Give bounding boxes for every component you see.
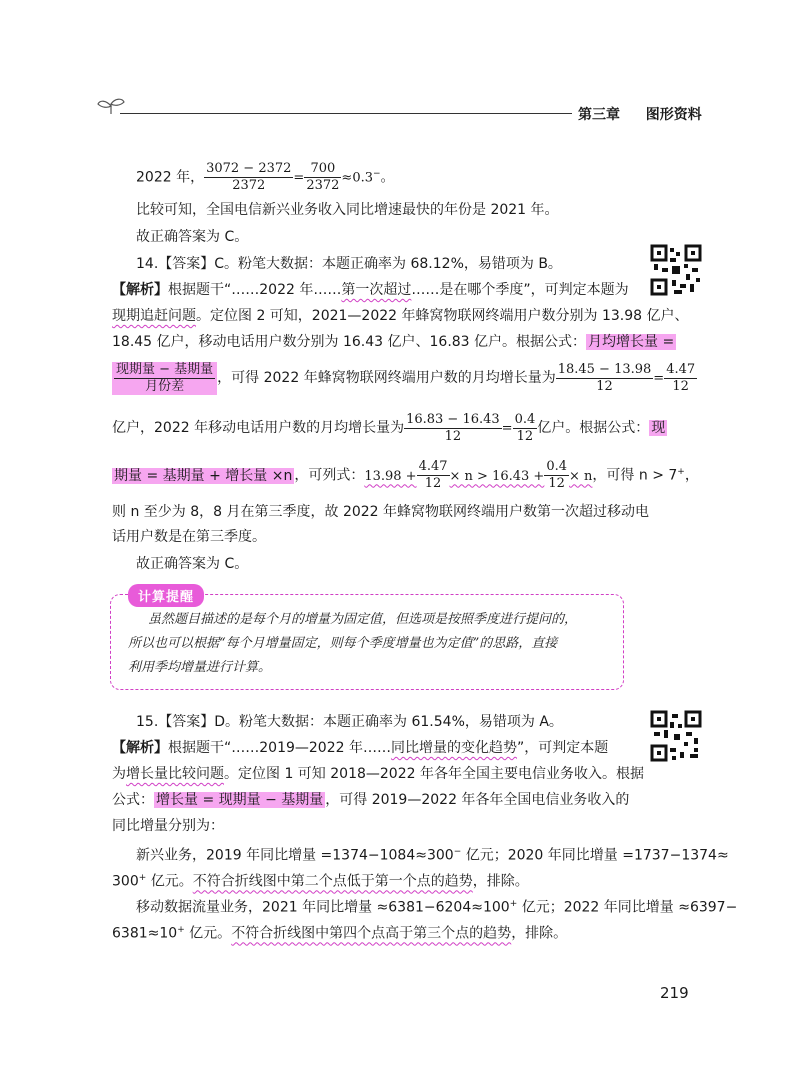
fraction: $\frac{4.47}{12}$ bbox=[666, 361, 696, 394]
callout-line: 利用季均增量进行计算。 bbox=[128, 660, 272, 675]
paragraph: 故正确答案为 C。 bbox=[136, 556, 249, 572]
paragraph: 话用户数是在第三季度。 bbox=[112, 529, 266, 545]
fraction: $\frac{18.45 - 13.98}{12}$ bbox=[557, 361, 652, 394]
paragraph: 则 n 至少为 8，8 月在第三季度，故 2022 年蜂窝物联网终端用户数第一次超过移动电 bbox=[112, 504, 650, 520]
q14-analysis-line4: $\frac{\text{现期量 − 基期量}}{\text{月份差}}$ ，可得 2022 年蜂窝物联网终端用户数的月均增长量为 $\frac{18.45 - 13.98}{12}$ = $\frac{4.47}{12}$ bbox=[112, 358, 682, 398]
section-label: 图形资料 bbox=[645, 107, 702, 123]
paragraph: 故正确答案为 C。 bbox=[136, 229, 249, 245]
fraction-highlight: $\frac{\text{现期量 − 基期量}}{\text{月份差}}$ bbox=[112, 362, 217, 395]
page-number: 219 bbox=[660, 984, 689, 1002]
q15-new-business-cont: 300+ 亿元。不符合折线图中第二个点低于第一个点的趋势，排除。 bbox=[112, 873, 529, 890]
fraction: $\frac{3072 - 2372}{2372}$ bbox=[206, 161, 292, 194]
formula-highlight: 期量 = 基期量 + 增长量 ×n bbox=[114, 467, 293, 484]
q15-mobile-data: 移动数据流量业务，2021 年同比增量 ≈6381−6204≈100+ 亿元；2022 年同比增量 ≈6397− bbox=[136, 899, 738, 916]
formula-highlight: 月均增长量 = bbox=[588, 334, 675, 350]
q14-analysis-line2: 现期追赶问题。定位图 2 可知，2021—2022 年蜂窝物联网终端用户数分别为 13.98 亿户、 bbox=[112, 308, 689, 324]
chapter-label: 第三章 bbox=[578, 107, 620, 123]
q14-analysis-line3: 18.45 亿户，移动电话用户数分别为 16.43 亿户、16.83 亿户。根据公式： 月均增长量 = bbox=[112, 334, 675, 350]
callout-line: 虽然题目描述的是每个月的增量为固定值，但选项是按照季度进行提问的， bbox=[148, 612, 578, 627]
header-rule bbox=[120, 113, 572, 114]
q14-analysis-line6: 期量 = 基期量 + 增长量 ×n ，可列式：13.98 + $\frac{4.47}{12}$ × n > 16.43 + $\frac{0.4}{12}$ × n，可得 n > 7+， bbox=[114, 459, 699, 492]
q15-new-business: 新兴业务，2019 年同比增量 =1374−1084≈300− 亿元；2020 年同比增量 =1737−1374≈ bbox=[136, 847, 729, 864]
formula-highlight: 增长量 = 现期量 − 基期量 bbox=[156, 792, 324, 808]
callout-line: 所以也可以根据“每个月增量固定，则每个季度增量也为定值”的思路，直接 bbox=[128, 636, 558, 651]
q15-mobile-data-cont: 6381≈10+ 亿元。不符合折线图中第四个点高于第三个点的趋势，排除。 bbox=[112, 925, 568, 942]
calc-reminder-tag: 计算提醒 bbox=[128, 584, 204, 607]
q14-answer-head: 14.【答案】C。粉笔大数据：本题正确率为 68.12%，易错项为 B。 bbox=[136, 256, 562, 272]
q14-analysis-line1: 【解析】根据题干“……2022 年……第一次超过……是在哪个季度”，可判定本题为 bbox=[112, 282, 629, 298]
fraction: $\frac{4.47}{12}$ bbox=[418, 459, 448, 492]
q15-analysis-line1: 【解析】根据题干“……2019—2022 年……同比增量的变化趋势”，可判定本题 bbox=[112, 740, 609, 756]
paragraph: 同比增量分别为： bbox=[112, 818, 224, 834]
inequality: 13.98 + $\frac{4.47}{12}$ × n > 16.43 + $\frac{0.4}{12}$ × n bbox=[364, 459, 593, 492]
q15-answer-head: 15.【答案】D。粉笔大数据：本题正确率为 61.54%，易错项为 A。 bbox=[136, 714, 563, 730]
fraction: $\frac{0.4}{12}$ bbox=[514, 411, 536, 444]
header-chapter bbox=[578, 104, 702, 124]
q14-analysis-line5: 亿户，2022 年移动电话用户数的月均增长量为 $\frac{16.83 - 16.43}{12}$ = $\frac{0.4}{12}$ 亿户。根据公式： 现 bbox=[112, 411, 666, 444]
fraction: $\frac{700}{2372}$ bbox=[306, 161, 340, 194]
q15-analysis-line3: 公式： 增长量 = 现期量 − 基期量 ，可得 2019—2022 年各年全国电信业务收入的 bbox=[112, 792, 630, 808]
formula-highlight: 现 bbox=[651, 420, 666, 436]
line-2022-calc: 2022 年， $\frac{3072 - 2372}{2372}$ = $\frac{700}{2372}$ ≈0.3−。 bbox=[136, 161, 395, 194]
fraction: $\frac{16.83 - 16.43}{12}$ bbox=[406, 411, 500, 444]
q15-analysis-line2: 为增长量比较问题。定位图 1 可知 2018—2022 年各年全国主要电信业务收入。根据 bbox=[112, 766, 644, 782]
fraction: $\frac{0.4}{12}$ bbox=[546, 459, 568, 492]
paragraph: 比较可知，全国电信新兴业务收入同比增速最快的年份是 2021 年。 bbox=[136, 202, 559, 218]
